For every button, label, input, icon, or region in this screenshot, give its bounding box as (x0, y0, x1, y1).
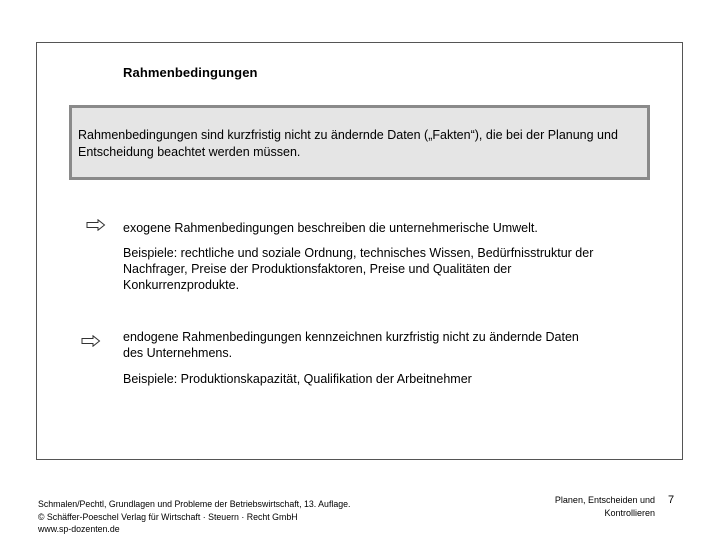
footer-copyright-line: © Schäffer-Poeschel Verlag für Wirtschaft · Steuern · Recht GmbH (38, 511, 298, 522)
footer-chapter-line2: Kontrollieren (604, 507, 655, 518)
arrow-right-icon (86, 219, 106, 231)
exogenous-heading: exogene Rahmenbedingungen beschreiben die unternehmerische Umwelt. (123, 221, 538, 235)
footer-website-link[interactable]: www.sp-dozenten.de (38, 524, 120, 534)
endogenous-examples: Beispiele: Produktionskapazität, Qualifikation der Arbeitnehmer (123, 372, 472, 386)
footer-chapter-line1: Planen, Entscheiden und (554, 495, 655, 505)
arrow-right-icon (81, 335, 101, 347)
page-number: 7 (668, 494, 675, 506)
exogenous-examples: Beispiele: rechtliche und soziale Ordnung, technisches Wissen, Bedürfnisstruktur der Nachfrager, Preise der Produktionsfaktoren, Preise und Qualitäten der Konkurrenzprodukte. (123, 246, 594, 292)
dot-mark: . (197, 455, 199, 462)
footer-chapter (520, 494, 655, 519)
footer-source (38, 498, 350, 536)
footer-source-line: Schmalen/Pechtl, Grundlagen und Probleme der Betriebswirtschaft, 13. Auflage. (38, 499, 351, 509)
definition-text: Rahmenbedingungen sind kurzfristig nicht zu ändernde Daten („Fakten“), die bei der Planung und Entscheidung beachtet werden müssen. (78, 128, 618, 159)
endogenous-heading: endogene Rahmenbedingungen kennzeichnen kurzfristig nicht zu ändernde Daten des Unternehmens. (123, 330, 579, 360)
slide-title: Rahmenbedingungen (123, 65, 258, 80)
definition-box (69, 105, 650, 180)
